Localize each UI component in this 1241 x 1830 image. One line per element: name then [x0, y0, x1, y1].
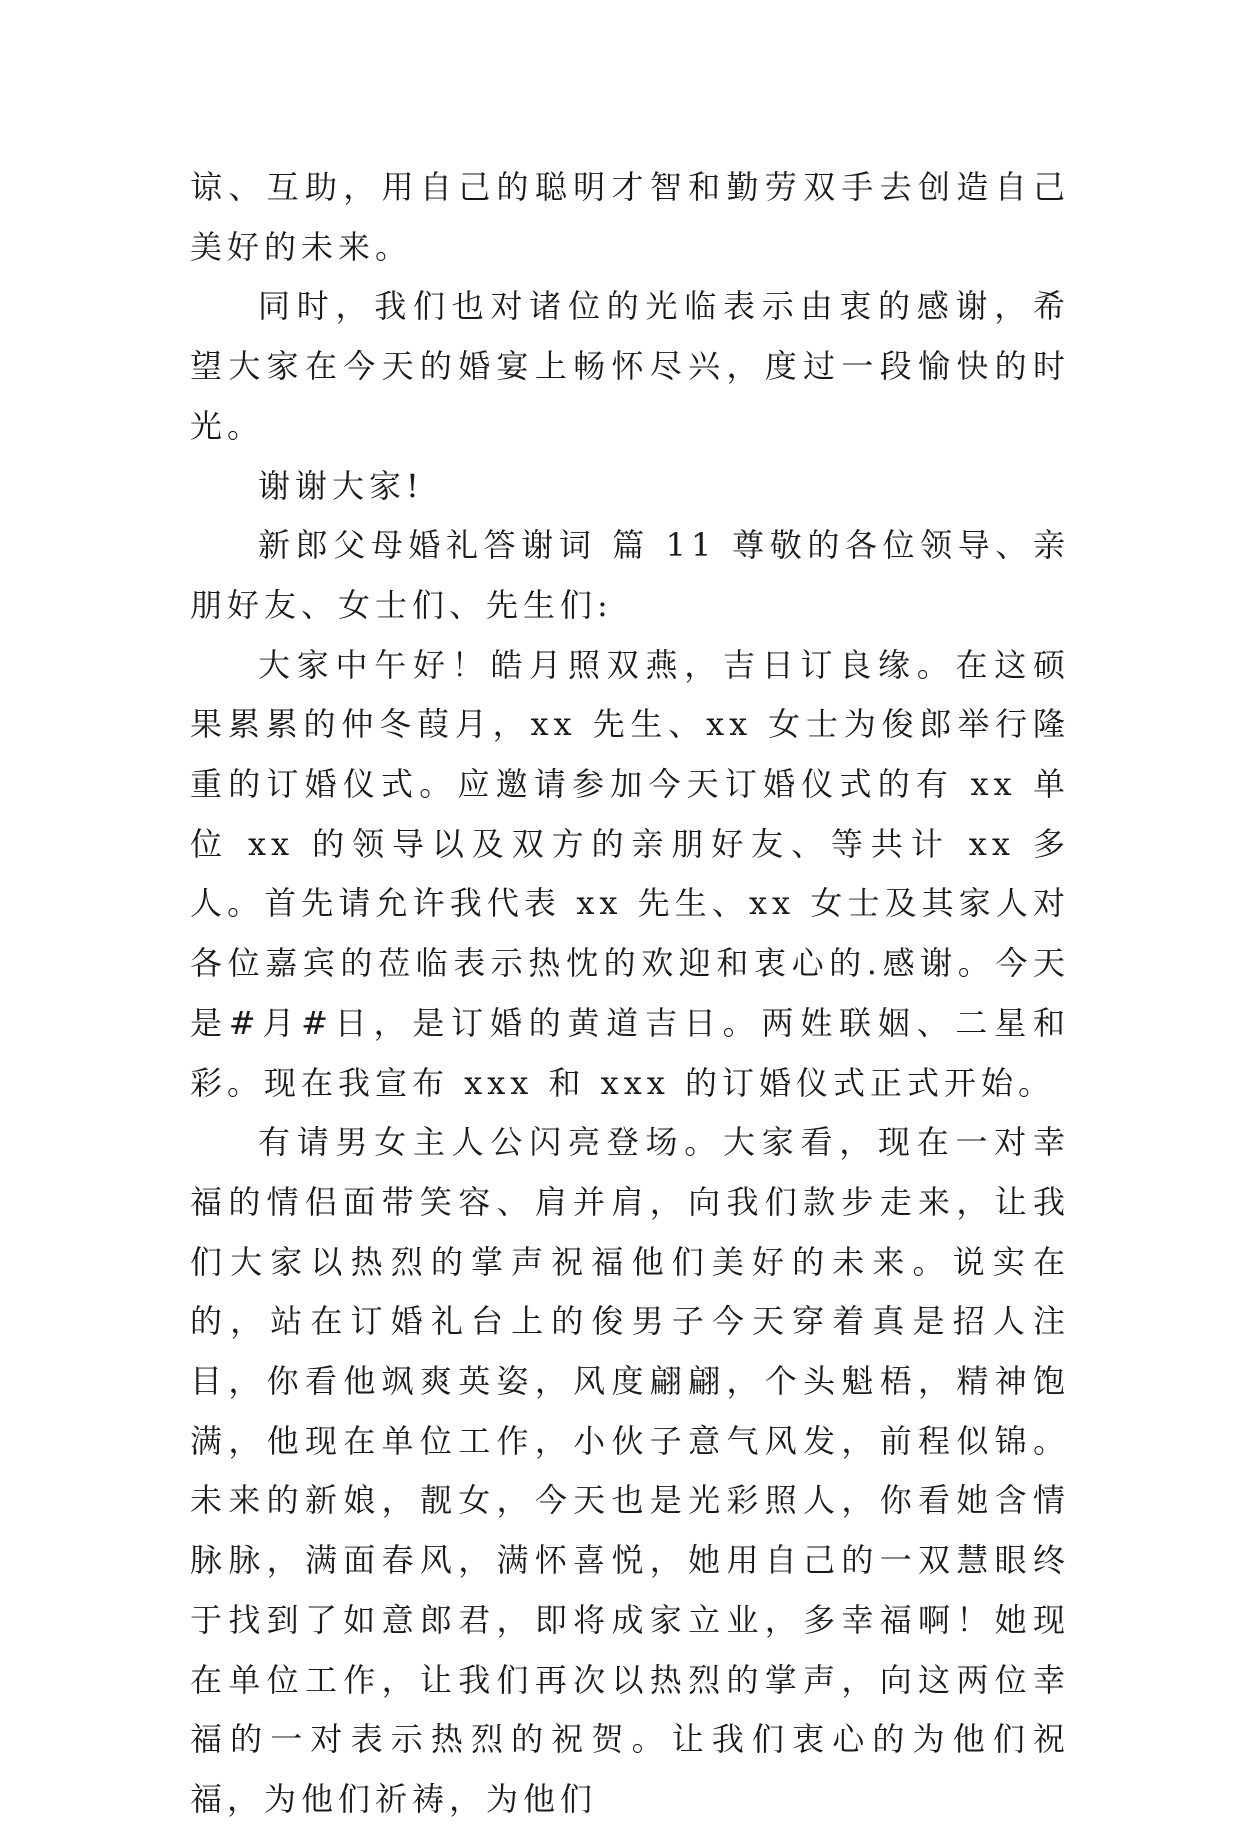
paragraph-section-heading: 新郎父母婚礼答谢词 篇 11 尊敬的各位领导、亲朋好友、女士们、先生们:: [190, 526, 1070, 624]
paragraph-thank-you: 谢谢大家!: [258, 466, 424, 505]
body-text: [190, 158, 1070, 1830]
paragraph-couple-entrance: 有请男女主人公闪亮登场。大家看，现在一对幸福的情侣面带笑容、肩并肩，向我们款步走来，让我们大家以热烈的掌声祝福他们美好的未来。说实在的，站在订婚礼台上的俊男子今天穿着真是招人注目，你看他飒爽英姿，风度翩翩，个头魁梧，精神饱满，他现在单位工作，小伙子意气风发，前程似锦。未来的新娘，靓女，今天也是光彩照人，你看她含情脉脉，满面春风，满怀喜悦，她用自己的一双慧眼终于找到了如意郎君，即将成家立业，多幸福啊！她现在单位工作，让我们再次以热烈的掌声，向这两位幸福的一对表示热烈的祝贺。让我们衷心的为他们祝福，为他们祈祷，为他们: [190, 1123, 1070, 1818]
paragraph-continuation: 谅、互助，用自己的聪明才智和勤劳双手去创造自己美好的未来。: [190, 168, 1070, 266]
paragraph-greeting: 大家中午好！皓月照双燕，吉日订良缘。在这硕果累累的仲冬葭月，xx 先生、xx 女士为俊郎举行隆重的订婚仪式。应邀请参加今天订婚仪式的有 xx 单位 xx 的领导以及双方的亲朋好友、等共计 xx 多人。首先请允许我代表 xx 先生、xx 女士及其家人对各位嘉宾的莅临表示热忱的欢迎和衷心的.感谢。今天是#月#日，是订婚的黄道吉日。两姓联姻、二星和彩。现在我宣布 xxx 和 xxx 的订婚仪式正式开始。: [190, 645, 1070, 1102]
paragraph-thanks-guests: 同时，我们也对诸位的光临表示由衷的感谢，希望大家在今天的婚宴上畅怀尽兴，度过一段愉快的时光。: [190, 287, 1070, 445]
